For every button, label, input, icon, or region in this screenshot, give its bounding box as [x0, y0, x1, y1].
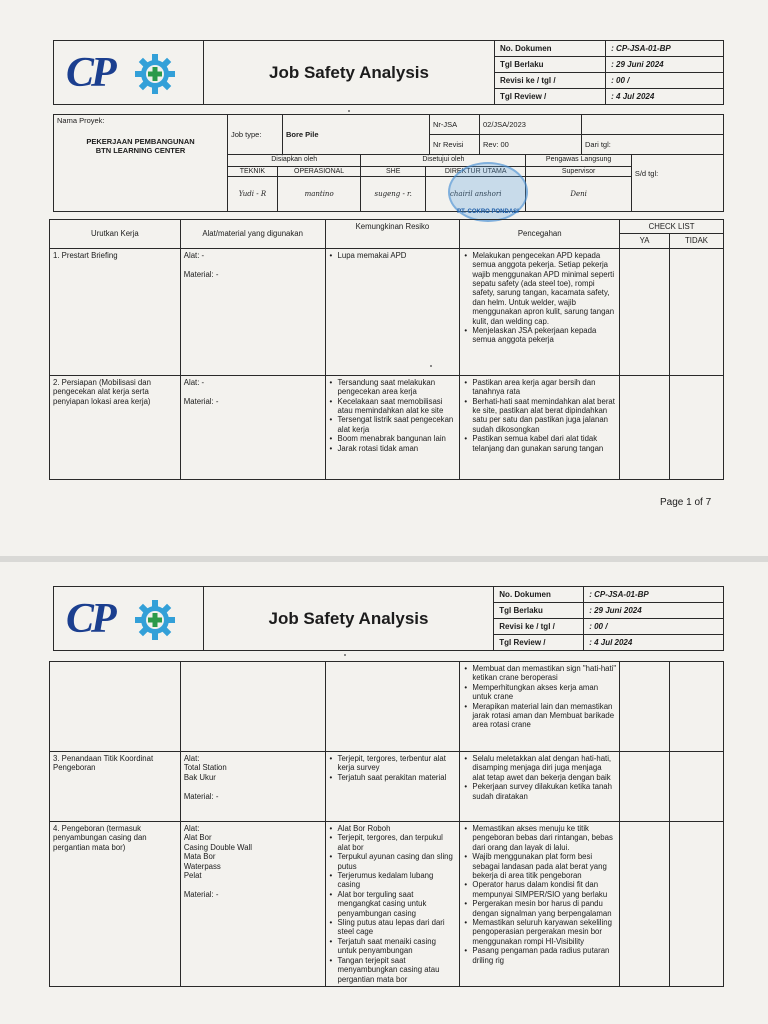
pencegahan-item: • Wajib menggunakan plat form besi sebagai landasan pada alat berat yang bekerja di area titik pengeboran	[463, 852, 616, 880]
alat-cell	[180, 752, 325, 822]
document-title: Job Safety Analysis	[204, 41, 495, 105]
check-tidak-cell[interactable]	[670, 375, 724, 479]
nr-jsa-value: 02/JSA/2023	[480, 115, 581, 135]
alat-line: Material: -	[183, 269, 219, 279]
step-cell: 1. Prestart Briefing	[50, 248, 181, 375]
resiko-item: • Terjepit, tergores, dan terpukul alat bor	[329, 833, 457, 852]
meta-label: Tgl Review /	[494, 635, 584, 651]
nr-revisi-value: Rev: 00	[483, 140, 509, 149]
signature-teknik: Yudi - R	[228, 176, 277, 211]
project-name-cell	[54, 115, 228, 212]
meta-label: Revisi ke / tgl /	[494, 619, 584, 635]
logo-text: CP	[66, 50, 114, 96]
signature-she: sugeng - r.	[361, 176, 426, 211]
meta-label: No. Dokumen	[495, 41, 606, 57]
sd-tgl-label: S/d tgl:	[631, 155, 723, 212]
check-ya-cell[interactable]	[620, 375, 670, 479]
meta-value: : CP-JSA-01-BP	[606, 41, 724, 57]
nr-jsa-label: Nr-JSA	[430, 115, 479, 135]
pencegahan-item: • Membuat dan memastikan sign "hati-hati" ketikan crane beroperasi	[463, 664, 616, 683]
meta-label: Tgl Berlaku	[494, 603, 584, 619]
jsa-row	[50, 375, 724, 479]
check-ya-cell[interactable]	[620, 822, 670, 987]
resiko-item: • Alat bor terguling saat mengangkat casing untuk penyambungan casing	[329, 890, 457, 918]
pencegahan-item: • Memastikan akses menuju ke titik pengeboran bebas dari rintangan, bebas dari orang dan layak di lalui.	[463, 824, 616, 852]
resiko-cell	[325, 662, 460, 752]
step-cell: 3. Penandaan Titik Koordinat Pengeboran	[50, 752, 181, 822]
signature-operasional: mantino	[277, 176, 360, 211]
meta-value: : 29 Juni 2024	[606, 57, 724, 73]
pencegahan-item: • Merapikan material lain dan memastikan jarak rotasi aman dan Membuat barikade area rotasi crane	[463, 702, 616, 730]
alat-cell	[180, 248, 325, 375]
check-tidak-cell[interactable]	[670, 662, 724, 752]
project-name-line1: PEKERJAAN PEMBANGUNAN	[86, 137, 195, 146]
meta-value: : 4 Jul 2024	[606, 89, 724, 105]
resiko-item: • Alat Bor Roboh	[329, 824, 457, 833]
meta-label: Revisi ke / tgl /	[495, 73, 606, 89]
meta-label: Tgl Berlaku	[495, 57, 606, 73]
document-title: Job Safety Analysis	[203, 587, 494, 651]
pencegahan-item: • Selalu meletakkan alat dengan hati-hati, disamping menjaga diri juga menjaga alat tetap awet dan bekerja dengan baik	[463, 754, 616, 782]
column-pencegahan: Pencegahan	[460, 220, 620, 249]
resiko-item: • Terjatuh saat perakitan material	[329, 773, 457, 782]
meta-value: : 00 /	[584, 619, 724, 635]
meta-value: : 29 Juni 2024	[584, 603, 724, 619]
disiapkan-oleh: Disiapkan oleh	[228, 155, 361, 166]
column-resiko: Kemungkinan Resiko	[325, 220, 460, 249]
alat-line	[184, 260, 322, 269]
meta-value: : CP-JSA-01-BP	[584, 587, 724, 603]
resiko-item: • Kecelakaan saat memobilisasi atau memindahkan alat ke site	[329, 397, 457, 416]
signature-supervisor: Deni	[526, 176, 631, 211]
check-ya-cell[interactable]	[620, 662, 670, 752]
meta-value: : 00 /	[606, 73, 724, 89]
disetujui-oleh: Disetujui oleh	[361, 155, 526, 166]
pencegahan-cell	[460, 248, 620, 375]
resiko-item: • Terjatuh saat menaiki casing untuk penyambungan	[329, 937, 457, 956]
pencegahan-item: • Pasang pengaman pada radius putaran driling rig	[463, 946, 616, 965]
pencegahan-item: • Memastikan seluruh karyawan sekeliling pengoperasian pergerakan mesin bor menggunakan rompi HI-Visibility	[463, 918, 616, 946]
gear-cross-icon	[134, 599, 176, 641]
alat-line: Pelat	[183, 871, 202, 881]
role-supervisor: Supervisor	[526, 166, 631, 176]
company-stamp: PT. COKRO PONDASI	[448, 162, 528, 222]
alat-line: Alat Bor	[183, 833, 212, 843]
company-logo	[54, 587, 204, 651]
role-she: SHE	[361, 166, 426, 176]
pencegahan-cell	[460, 752, 620, 822]
resiko-item: • Tersandung saat melakukan pengecekan area kerja	[329, 378, 457, 397]
alat-line	[184, 387, 322, 396]
pencegahan-cell	[460, 662, 620, 752]
resiko-cell	[325, 248, 460, 375]
document-page-2	[0, 562, 768, 1024]
jsa-row	[50, 248, 724, 375]
meta-label: Tgl Review /	[495, 89, 606, 105]
logo-text: CP	[66, 596, 114, 642]
check-tidak-cell[interactable]	[670, 752, 724, 822]
alat-line: Alat:	[183, 754, 200, 763]
project-name-line2: BTN LEARNING CENTER	[95, 146, 186, 155]
resiko-item: • Lupa memakai APD	[329, 251, 457, 260]
dari-tgl-label: Dari tgl:	[585, 140, 611, 149]
step-cell: 4. Pengeboran (termasuk penyambungan casing dan pergantian mata bor)	[50, 822, 181, 987]
job-type-value: Bore Pile	[283, 115, 430, 155]
alat-line: Waterpass	[183, 861, 221, 871]
pencegahan-item: • Pekerjaan survey dilakukan ketika tanah sudah diratakan	[463, 782, 616, 801]
job-type-label: Job type:	[228, 115, 283, 155]
project-info-table	[53, 114, 724, 212]
column-checklist: CHECK LIST	[620, 220, 724, 234]
alat-line: Material: -	[183, 791, 219, 801]
column-alat: Alat/material yang digunakan	[180, 220, 325, 249]
alat-line: Bak Ukur	[183, 772, 216, 782]
resiko-item: • Boom menabrak bangunan lain	[329, 434, 457, 443]
alat-line	[184, 782, 322, 791]
pencegahan-item: • Menjelaskan JSA pekerjaan kepada semua anggota pekerja	[463, 326, 616, 345]
pencegahan-item: • Berhati-hati saat memindahkan alat berat ke site, pastikan alat berat dipindahkan satu per satu dan pastikan juga jalanan sudah dikosongkan	[463, 397, 616, 435]
resiko-item: • Tersengat listrik saat pengecekan alat kerja	[329, 415, 457, 434]
project-name-label: Nama Proyek:	[57, 116, 105, 125]
resiko-item: • Terpukul ayunan casing dan sling putus	[329, 852, 457, 871]
signature-direktur: chairil anshori	[426, 176, 526, 211]
alat-cell	[180, 822, 325, 987]
jsa-row	[50, 752, 724, 822]
alat-line: Mata Bor	[183, 852, 216, 862]
document-header	[53, 40, 724, 105]
column-tidak: TIDAK	[670, 234, 724, 248]
gear-cross-icon	[134, 53, 176, 95]
role-operasional: OPERASIONAL	[277, 166, 360, 176]
page-number: Page 1 of 7	[660, 497, 712, 508]
pencegahan-item: • Operator harus dalam kondisi fit dan mempunyai SIMPER/SIO yang berlaku	[463, 880, 616, 899]
pencegahan-item: • Pergerakan mesin bor harus di pandu dengan signalman yang berpengalaman	[463, 899, 616, 918]
resiko-item: • Terjerumus kedalam lubang casing	[329, 871, 457, 890]
column-urutan: Urutkan Kerja	[50, 220, 181, 249]
alat-line: Material: -	[183, 889, 219, 899]
pencegahan-item: • Pastikan area kerja agar bersih dan tanahnya rata	[463, 378, 616, 397]
company-logo	[54, 41, 204, 105]
nr-revisi-label: Nr Revisi	[433, 140, 464, 149]
role-teknik: TEKNIK	[228, 166, 277, 176]
role-direktur: DIREKTUR UTAMA	[426, 166, 526, 176]
alat-line: Material: -	[183, 396, 219, 406]
pencegahan-item: • Pastikan semua kabel dari alat tidak telanjang dan gunakan sarung tangan	[463, 434, 616, 453]
alat-cell	[180, 375, 325, 479]
pengawas-langsung: Pengawas Langsung	[526, 155, 631, 166]
pencegahan-item: • Memperhitungkan akses kerja aman untuk crane	[463, 683, 616, 702]
document-header	[53, 586, 724, 651]
resiko-cell	[325, 822, 460, 987]
step-cell	[50, 662, 181, 752]
jsa-table-page-2	[49, 661, 724, 987]
jsa-row	[50, 822, 724, 987]
alat-line: Total Station	[183, 763, 227, 773]
alat-line: Alat:	[183, 824, 200, 833]
column-ya: YA	[620, 234, 670, 248]
alat-cell	[180, 662, 325, 752]
meta-value: : 4 Jul 2024	[584, 635, 724, 651]
alat-line: Casing Double Wall	[183, 842, 252, 852]
pencegahan-item: • Melakukan pengecekan APD kepada semua anggota pekerja. Setiap pekerja wajib menggunakan APD minimal seperti sepatu safety (ada steel toe), rompi safety, sarung tangan, kacamata safety, dan helm. Untuk welder, wajib menggunakan apron kulit, sarung tangan kulit, dan welding cap.	[463, 251, 616, 326]
resiko-item: • Terjepit, tergores, terbentur alat kerja survey	[329, 754, 457, 773]
meta-label: No. Dokumen	[494, 587, 584, 603]
pencegahan-cell	[460, 375, 620, 479]
check-tidak-cell[interactable]	[670, 822, 724, 987]
pencegahan-cell	[460, 822, 620, 987]
resiko-item: • Jarak rotasi tidak aman	[329, 444, 457, 453]
jsa-row	[50, 662, 724, 752]
step-cell: 2. Persiapan (Mobilisasi dan pengecekan alat kerja serta penyiapan lokasi area kerja)	[50, 375, 181, 479]
alat-line: Alat: -	[183, 377, 205, 387]
check-ya-cell[interactable]	[620, 248, 670, 375]
alat-line	[184, 880, 322, 889]
check-ya-cell[interactable]	[620, 752, 670, 822]
resiko-cell	[325, 752, 460, 822]
resiko-item: • Sling putus atau lepas dari dari steel cage	[329, 918, 457, 937]
check-tidak-cell[interactable]	[670, 248, 724, 375]
jsa-table-page-1	[49, 219, 724, 480]
resiko-cell	[325, 375, 460, 479]
alat-line: Alat: -	[183, 250, 205, 260]
resiko-item: • Tangan terjepit saat menyambungkan casing atau pergantian mata bor	[329, 956, 457, 984]
